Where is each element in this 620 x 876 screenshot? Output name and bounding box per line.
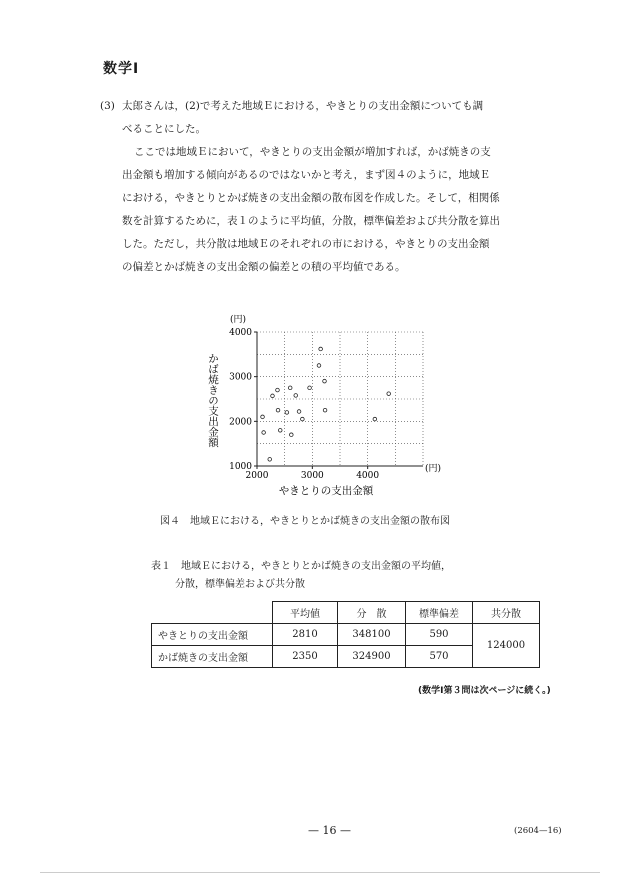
y-tick-label: 4000 xyxy=(229,328,252,338)
page-number: — 16 — xyxy=(308,824,351,837)
body-line-2: 出金額も増加する傾向があるのではないかと考え，まず図４のように，地域Ｅ xyxy=(122,169,491,181)
header-sd: 標準偏差 xyxy=(406,602,473,624)
scatter-point xyxy=(308,386,312,390)
statistics-table xyxy=(151,601,540,668)
body-line-6: の偏差とかば焼きの支出金額の偏差との積の平均値である。 xyxy=(122,261,406,273)
body-line-3: における，やきとりとかば焼きの支出金額の散布図を作成した。そして，相関係 xyxy=(122,192,500,204)
continued-note: (数学Ⅰ第３問は次ページに続く。) xyxy=(418,686,551,696)
x-axis-label: やきとりの支出金額 xyxy=(278,485,374,497)
scatter-point xyxy=(323,408,327,412)
scatter-point xyxy=(301,417,305,421)
y-unit-label: (円) xyxy=(230,315,247,325)
y-axis-label: かば焼きの支出金額 xyxy=(207,352,219,448)
chart-points xyxy=(261,347,391,461)
row-label-kabayaki: かば焼きの支出金額 xyxy=(152,646,273,668)
scatter-point xyxy=(276,388,280,392)
x-unit-label: (円) xyxy=(425,464,442,474)
cell-variance: 348100 xyxy=(338,624,406,646)
page-code: (2604—16) xyxy=(514,826,562,836)
question-body xyxy=(100,141,562,279)
row-label-yakitori: やきとりの支出金額 xyxy=(152,624,273,646)
table-row xyxy=(152,624,540,646)
scatter-point xyxy=(271,394,275,398)
table-caption-line-1: 表１ 地域Ｅにおける，やきとりとかば焼きの支出金額の平均値， xyxy=(151,561,451,572)
scatter-point xyxy=(268,458,272,462)
table-corner xyxy=(152,602,273,624)
y-tick-label: 3000 xyxy=(229,372,252,383)
scatter-point xyxy=(294,394,298,398)
table-caption xyxy=(151,558,451,594)
intro-line-1: 太郎さんは，(2)で考えた地域Ｅにおける，やきとりの支出金額についても調 xyxy=(122,100,484,112)
scatter-point xyxy=(373,417,377,421)
question-text xyxy=(100,95,562,279)
scatter-point xyxy=(262,431,266,435)
scatter-point xyxy=(288,386,292,390)
table-header-row xyxy=(152,602,540,624)
scatter-point xyxy=(285,411,289,415)
body-line-5: した。ただし，共分散は地域Ｅのそれぞれの市における，やきとりの支出金額 xyxy=(122,238,490,250)
scatter-point xyxy=(278,428,282,432)
scatter-plot xyxy=(200,310,450,506)
x-tick-label: 4000 xyxy=(356,471,380,481)
table-caption-line-2: 分散，標準偏差および共分散 xyxy=(175,579,305,590)
cell-sd: 590 xyxy=(406,624,473,646)
scatter-point xyxy=(387,392,391,396)
subject-heading: 数学Ⅰ xyxy=(103,61,140,77)
chart-grid xyxy=(257,332,423,466)
scatter-point xyxy=(319,347,323,351)
chart-axes xyxy=(229,328,423,481)
header-variance: 分 散 xyxy=(338,602,406,624)
cell-sd: 570 xyxy=(406,646,473,668)
scatter-point xyxy=(261,415,265,419)
scatter-point xyxy=(317,364,321,368)
header-covariance: 共分散 xyxy=(473,602,540,624)
question-intro xyxy=(100,95,562,141)
scatter-point xyxy=(290,433,294,437)
cell-covariance: 124000 xyxy=(473,624,540,668)
question-number: (3) xyxy=(100,100,115,112)
scatter-point xyxy=(276,408,280,412)
cell-variance: 324900 xyxy=(338,646,406,668)
body-line-1: ここでは地域Ｅにおいて，やきとりの支出金額が増加すれば，かば焼きの支 xyxy=(134,146,491,158)
y-tick-label: 1000 xyxy=(229,462,252,472)
x-tick-label: 2000 xyxy=(245,471,269,481)
figure-caption: 図４ 地域Ｅにおける，やきとりとかば焼きの支出金額の散布図 xyxy=(160,516,450,527)
cell-mean: 2350 xyxy=(273,646,338,668)
header-mean: 平均値 xyxy=(273,602,338,624)
intro-line-2: べることにした。 xyxy=(122,123,206,135)
x-tick-label: 3000 xyxy=(300,471,324,481)
scatter-point xyxy=(297,410,301,414)
body-line-4: 数を計算するために，表１のように平均値，分散，標準偏差および共分散を算出 xyxy=(122,215,500,227)
cell-mean: 2810 xyxy=(273,624,338,646)
scatter-point xyxy=(323,379,327,383)
bottom-rule xyxy=(40,872,600,873)
y-tick-label: 2000 xyxy=(229,417,252,428)
